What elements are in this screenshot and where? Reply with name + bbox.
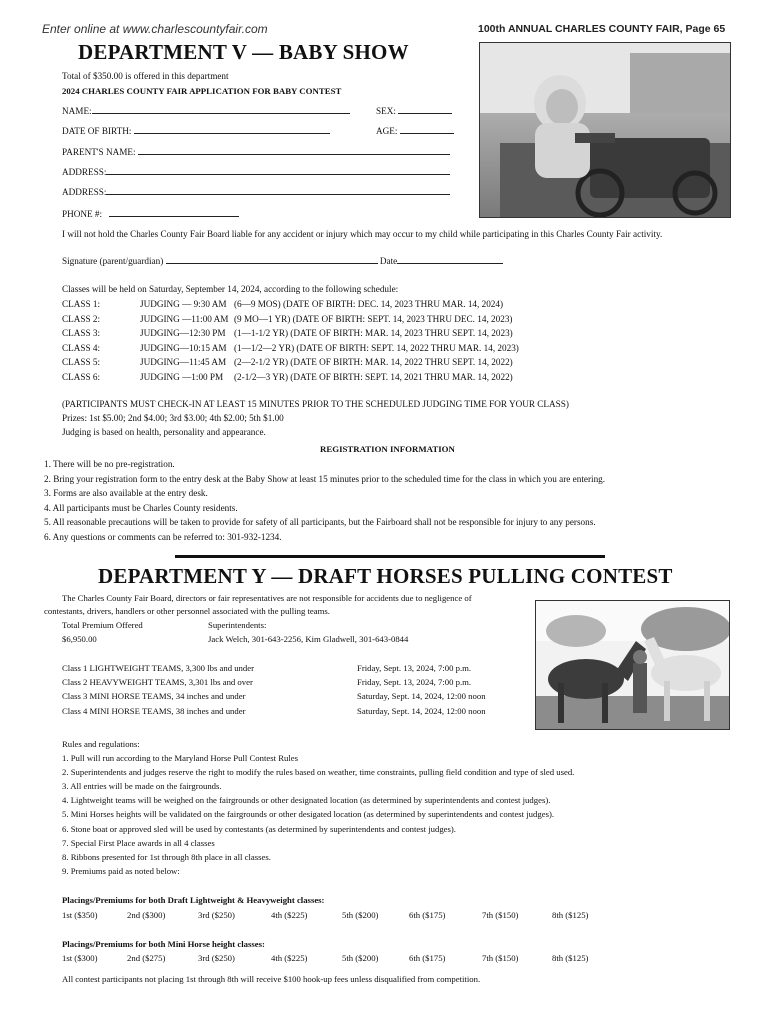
registration-item: 3. Forms are also available at the entry desk. xyxy=(44,488,208,499)
class-judging-time: JUDGING —11:00 AM xyxy=(140,313,229,324)
field-parents[interactable] xyxy=(62,145,450,160)
class-judging-time: JUDGING —1:00 PM xyxy=(140,372,224,382)
liability-statement: I will not hold the Charles County Fair Board liable for any accident or injury which may occur to my child while participating in this Charles County Fair activity. xyxy=(62,229,663,239)
date-label: Date xyxy=(379,256,398,266)
field-age[interactable] xyxy=(376,124,454,139)
signature-field[interactable] xyxy=(62,254,503,269)
class-judging-time: JUDGING—11:45 AM xyxy=(140,357,227,368)
signature-line[interactable] xyxy=(166,254,378,264)
class-judging-time: JUDGING—10:15 AM xyxy=(140,342,227,353)
placing-premium: 8th ($125) xyxy=(552,953,589,963)
draft-class-name: Class 3 MINI HORSE TEAMS, 34 inches and under xyxy=(62,691,246,702)
schedule-intro: Classes will be held on Saturday, September 14, 2024, according to the following schedule: xyxy=(62,284,399,294)
draft-total-value: $6,950.00 xyxy=(62,634,97,644)
baby-show-title: DEPARTMENT V — BABY SHOW xyxy=(78,40,409,64)
placings1-title: Placings/Premiums for both Draft Lightweight & Heavyweight classes: xyxy=(62,895,325,905)
draft-class-name: Class 1 LIGHTWEIGHT TEAMS, 3,300 lbs and under xyxy=(62,663,254,673)
registration-item: 2. Bring your registration form to the entry desk at the Baby Show at least 15 minutes prior to the scheduled time for the class in which you are entering. xyxy=(44,473,606,484)
class-description: (2-1/2—3 YR) (DATE OF BIRTH: SEPT. 14, 2021 THRU MAR. 14, 2022) xyxy=(234,372,513,382)
field-phone-label: PHONE #: xyxy=(62,209,103,219)
field-name-label: NAME: xyxy=(62,106,92,116)
field-address1-label: ADDRESS: xyxy=(62,167,107,177)
class-label: CLASS 1: xyxy=(62,299,101,309)
class-description: (2—2-1/2 YR) (DATE OF BIRTH: MAR. 14, 2022 THRU SEPT. 14, 2022) xyxy=(234,357,513,368)
placing-premium: 7th ($150) xyxy=(482,910,519,920)
rule-item: 1. Pull will run according to the Maryland Horse Pull Contest Rules xyxy=(62,753,298,763)
field-age-line[interactable] xyxy=(400,124,454,134)
draft-footer: All contest participants not placing 1st through 8th will receive $100 hook-up fees unless disqualified from competition. xyxy=(62,974,481,984)
class-description: (9 MO—1 YR) (DATE OF BIRTH: SEPT. 14, 2023 THRU DEC. 14, 2023) xyxy=(234,313,513,324)
placing-premium: 8th ($125) xyxy=(552,910,589,920)
field-age-label: AGE: xyxy=(376,126,398,136)
rule-item: 2. Superintendents and judges reserve the right to modify the rules based on weather, time constraints, pulling field condition and type of sled used. xyxy=(62,767,575,778)
placing-premium: 2nd ($300) xyxy=(127,910,166,920)
field-sex-line[interactable] xyxy=(398,104,452,114)
class-description: (1—1-1/2 YR) (DATE OF BIRTH: MAR. 14, 2023 THRU SEPT. 14, 2023) xyxy=(234,328,513,339)
field-parents-line[interactable] xyxy=(138,145,450,155)
draft-intro-2: contestants, drivers, handlers or other personnel associated with the pulling teams. xyxy=(44,606,330,616)
placing-premium: 5th ($200) xyxy=(342,910,379,920)
draft-class-time: Friday, Sept. 13, 2024, 7:00 p.m. xyxy=(357,663,472,673)
class-label: CLASS 2: xyxy=(62,313,101,324)
prizes: Prizes: 1st $5.00; 2nd $4.00; 3rd $3.00; 4th $2.00; 5th $1.00 xyxy=(62,413,284,423)
rule-item: 8. Ribbons presented for 1st through 8th place in all classes. xyxy=(62,851,271,862)
field-parents-label: PARENT'S NAME: xyxy=(62,147,136,157)
field-address2[interactable] xyxy=(62,185,450,200)
checkin-note: (PARTICIPANTS MUST CHECK-IN AT LEAST 15 MINUTES PRIOR TO THE SCHEDULED JUDGING TIME FOR YOUR CLASS) xyxy=(62,399,569,409)
registration-item: 6. Any questions or comments can be referred to: 301-932-1234. xyxy=(44,532,282,542)
class-judging-time: JUDGING — 9:30 AM xyxy=(140,299,227,309)
rule-item: 4. Lightweight teams will be weighed on the fairgrounds or other designated location (as determined by superintendents and contest judges). xyxy=(62,795,551,806)
class-label: CLASS 4: xyxy=(62,342,101,353)
placing-premium: 6th ($175) xyxy=(409,910,446,920)
class-label: CLASS 5: xyxy=(62,357,101,368)
rules-title: Rules and regulations: xyxy=(62,739,140,749)
field-address2-line[interactable] xyxy=(106,185,450,195)
horses-photo-image xyxy=(536,601,729,729)
draft-class-time: Saturday, Sept. 14, 2024, 12:00 noon xyxy=(357,705,486,716)
placing-premium: 5th ($200) xyxy=(342,953,379,963)
registration-item: 5. All reasonable precautions will be taken to provide for safety of all participants, but the Fairboard shall not be responsible for injury to any persons. xyxy=(44,517,596,528)
placing-premium: 3rd ($250) xyxy=(198,953,235,963)
placing-premium: 1st ($350) xyxy=(62,910,98,920)
rule-item: 5. Mini Horses heights will be validated on the fairgrounds or other desigated location (as determined by superintendents and contest judges). xyxy=(62,809,555,820)
placing-premium: 2nd ($275) xyxy=(127,953,166,963)
placings2-title: Placings/Premiums for both Mini Horse height classes: xyxy=(62,939,265,949)
baby-photo xyxy=(479,42,731,218)
field-sex[interactable] xyxy=(376,104,452,119)
header-website: Enter online at www.charlescountyfair.com xyxy=(42,22,268,36)
class-judging-time: JUDGING—12:30 PM xyxy=(140,328,226,339)
baby-photo-image xyxy=(480,43,730,217)
header-page-info: 100th ANNUAL CHARLES COUNTY FAIR, Page 65 xyxy=(478,23,726,35)
placing-premium: 4th ($225) xyxy=(271,910,308,920)
rule-item: 7. Special First Place awards in all 4 classes xyxy=(62,837,215,848)
section-divider xyxy=(175,555,605,558)
class-label: CLASS 3: xyxy=(62,328,101,339)
field-dob[interactable] xyxy=(62,124,330,139)
baby-app-title: 2024 CHARLES COUNTY FAIR APPLICATION FOR BABY CONTEST xyxy=(62,86,342,96)
placing-premium: 4th ($225) xyxy=(271,953,308,963)
field-address2-label: ADDRESS: xyxy=(62,187,107,197)
draft-title: DEPARTMENT Y — DRAFT HORSES PULLING CONTEST xyxy=(98,564,673,588)
rule-item: 3. All entries will be made on the fairgrounds. xyxy=(62,781,222,792)
field-dob-label: DATE OF BIRTH: xyxy=(62,126,132,136)
registration-item: 4. All participants must be Charles County residents. xyxy=(44,502,238,513)
placing-premium: 3rd ($250) xyxy=(198,910,235,920)
draft-class-time: Saturday, Sept. 14, 2024, 12:00 noon xyxy=(357,691,486,702)
registration-title: REGISTRATION INFORMATION xyxy=(320,444,455,454)
registration-item: 1. There will be no pre-registration. xyxy=(44,459,175,469)
field-phone[interactable] xyxy=(62,207,239,222)
field-sex-label: SEX: xyxy=(376,106,396,116)
date-line[interactable] xyxy=(397,254,503,264)
class-description: (6—9 MOS) (DATE OF BIRTH: DEC. 14, 2023 THRU MAR. 14, 2024) xyxy=(234,299,504,309)
class-label: CLASS 6: xyxy=(62,372,101,382)
draft-intro-1: The Charles County Fair Board, directors or fair representatives are not responsible for accidents due to negligence of xyxy=(62,593,472,603)
draft-class-name: Class 4 MINI HORSE TEAMS, 38 inches and under xyxy=(62,705,246,716)
horses-photo xyxy=(535,600,730,730)
field-name-line[interactable] xyxy=(92,104,350,114)
field-address1-line[interactable] xyxy=(106,165,450,175)
draft-total-label: Total Premium Offered xyxy=(62,620,143,630)
field-dob-line[interactable] xyxy=(134,124,330,134)
baby-total: Total of $350.00 is offered in this department xyxy=(62,71,229,81)
signature-label: Signature (parent/guardian) xyxy=(62,256,164,266)
rule-item: 6. Stone boat or approved sled will be used by contestants (as determined by superintendents and contest judges). xyxy=(62,823,456,834)
field-phone-line[interactable] xyxy=(109,207,239,217)
draft-class-name: Class 2 HEAVYWEIGHT TEAMS, 3,301 lbs and over xyxy=(62,677,253,688)
draft-supt-label: Superintendents: xyxy=(208,620,267,630)
class-description: (1—1/2—2 YR) (DATE OF BIRTH: SEPT. 14, 2022 THRU MAR. 14, 2023) xyxy=(234,342,519,353)
draft-supt-value: Jack Welch, 301-643-2256, Kim Gladwell, 301-643-0844 xyxy=(208,634,409,644)
field-name[interactable] xyxy=(62,104,350,119)
placing-premium: 7th ($150) xyxy=(482,953,519,963)
field-address1[interactable] xyxy=(62,165,450,180)
draft-class-time: Friday, Sept. 13, 2024, 7:00 p.m. xyxy=(357,677,472,688)
placing-premium: 6th ($175) xyxy=(409,953,446,963)
judging-basis: Judging is based on health, personality and appearance. xyxy=(62,427,266,437)
rule-item: 9. Premiums paid as noted below: xyxy=(62,865,180,876)
placing-premium: 1st ($300) xyxy=(62,953,98,963)
